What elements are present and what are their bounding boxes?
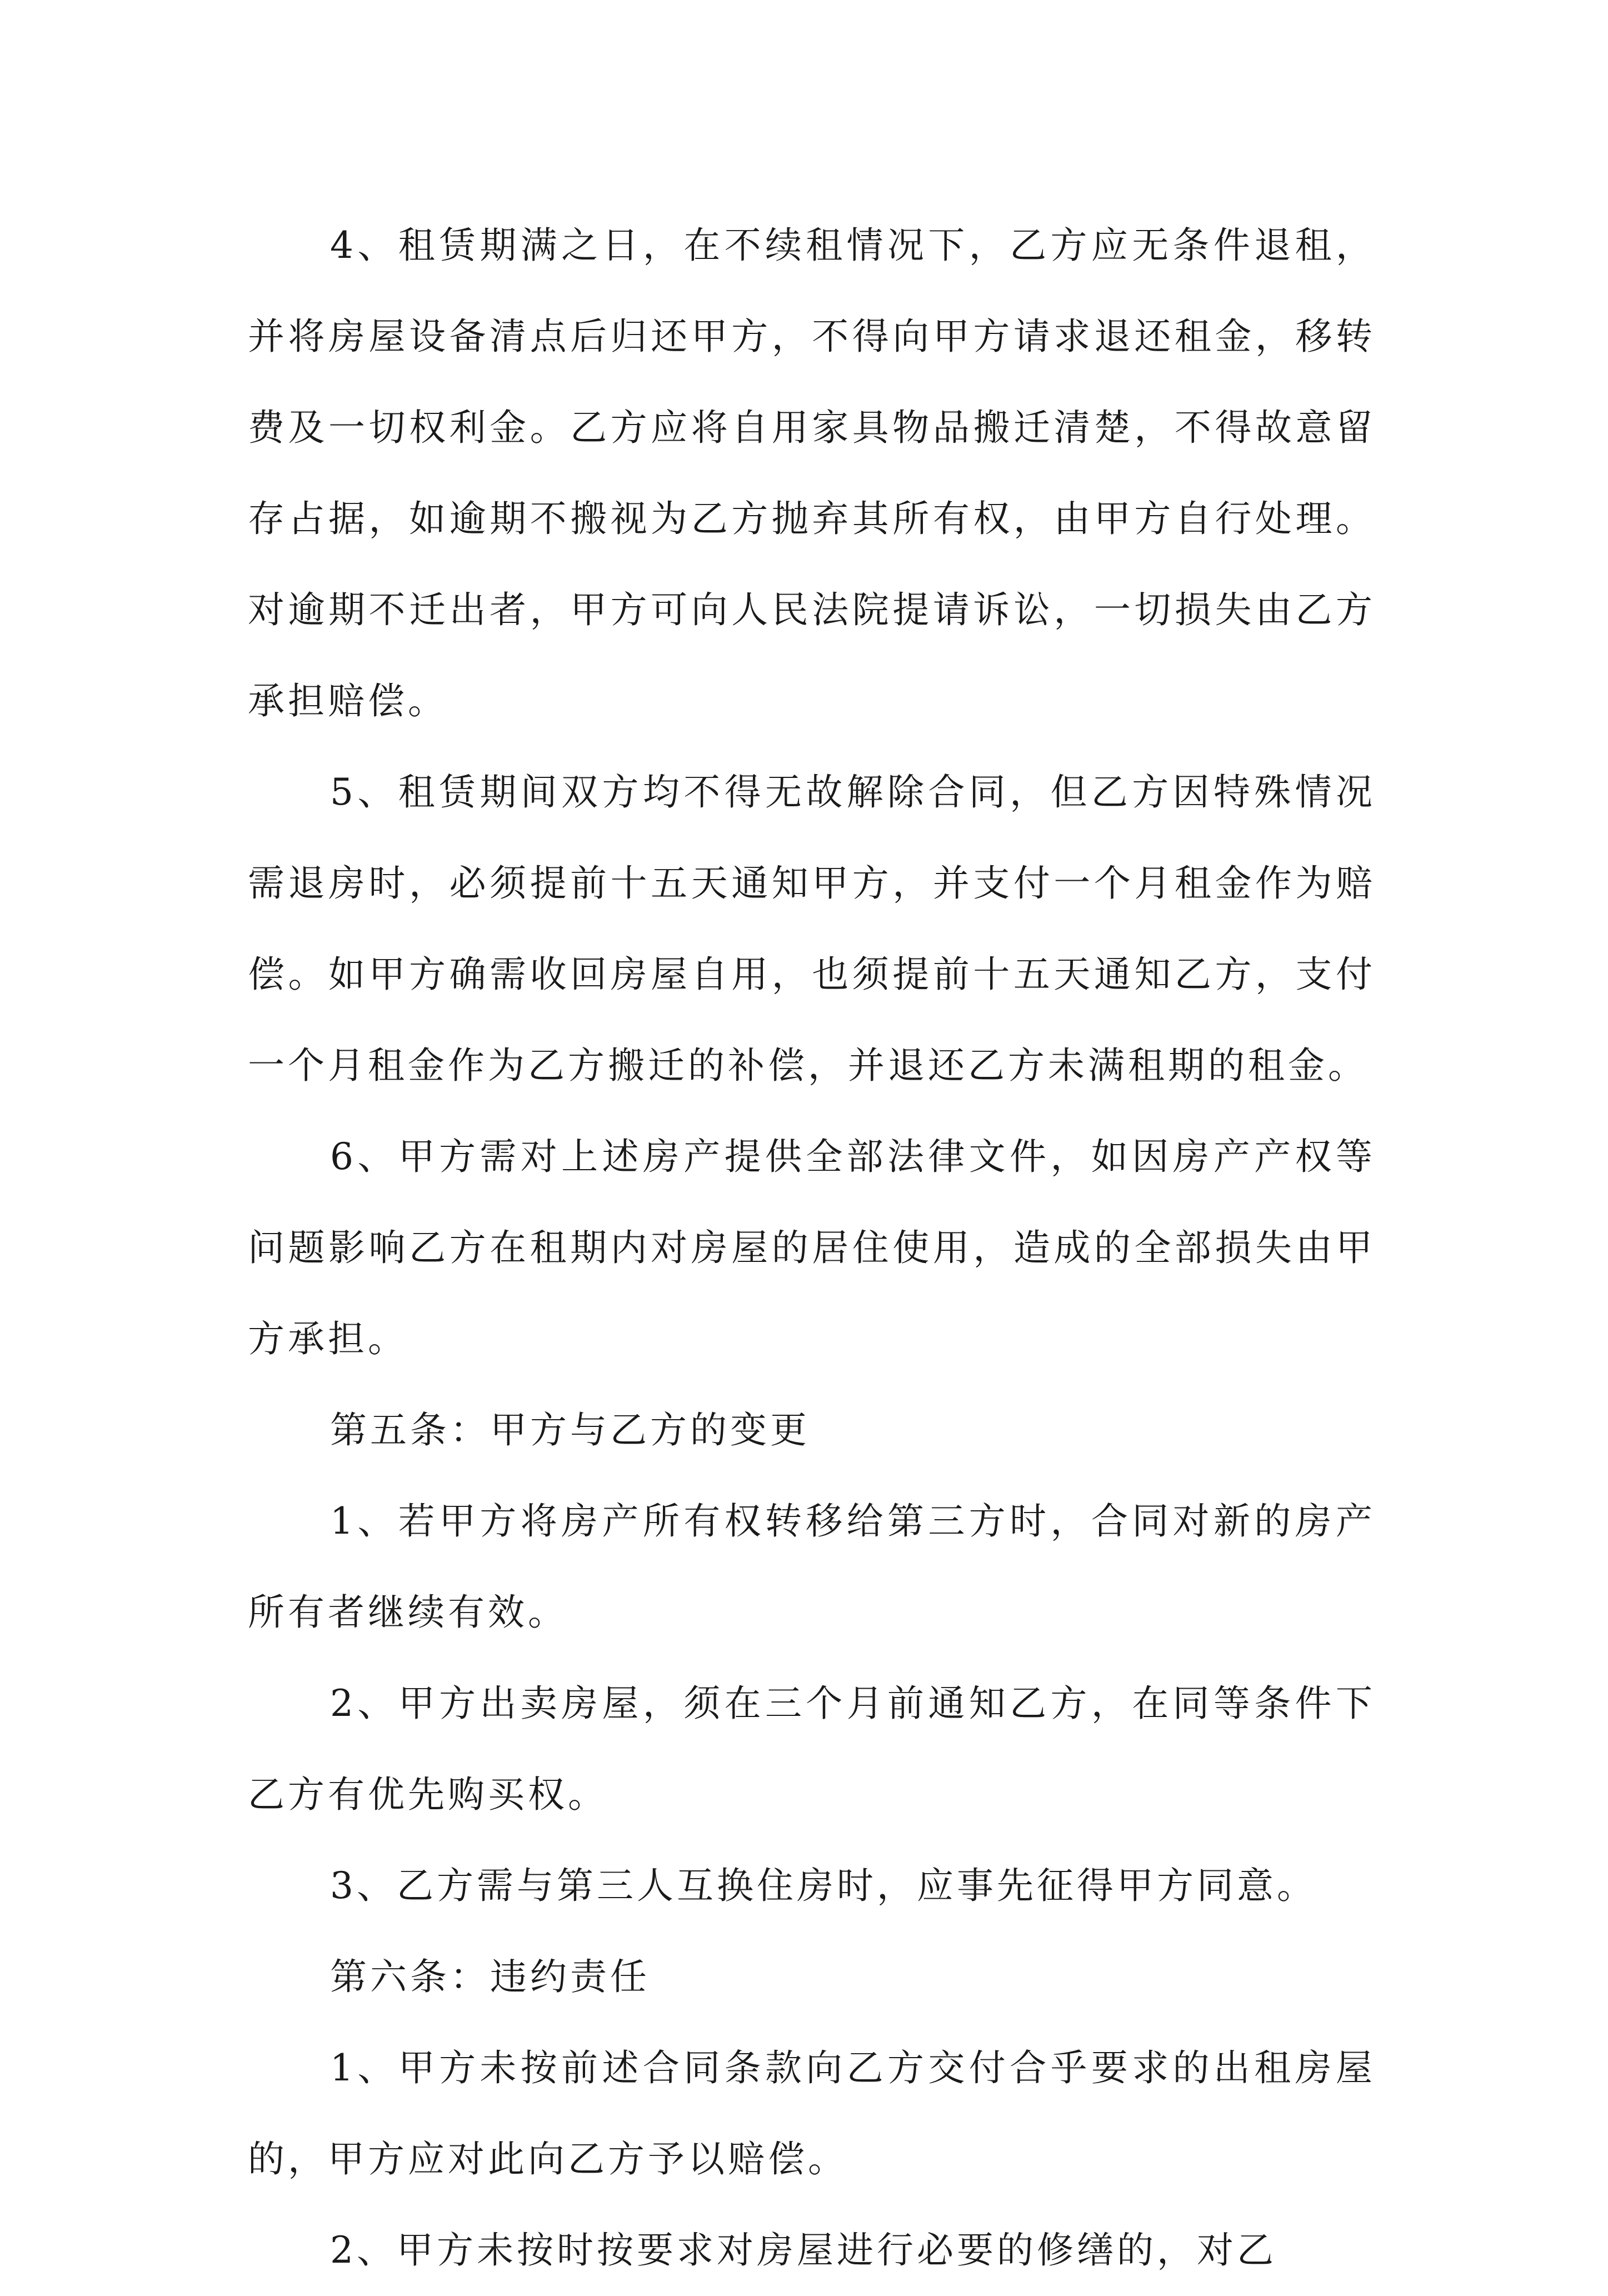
clause-paragraph: 6、甲方需对上述房产提供全部法律文件，如因房产产权等问题影响乙方在租期内对房屋的居住使用，造成的全部损失由甲方承担。 (248, 1135, 1376, 1360)
clause-paragraph: 1、甲方未按前述合同条款向乙方交付合乎要求的出租房屋的，甲方应对此向乙方予以赔偿。 (248, 2047, 1376, 2180)
clause-paragraph: 1、若甲方将房产所有权转移给第三方时，合同对新的房产所有者继续有效。 (248, 1500, 1376, 1634)
document-body (248, 200, 1376, 2296)
clause-paragraph: 5、租赁期间双方均不得无故解除合同，但乙方因特殊情况需退房时，必须提前十五天通知甲方，并支付一个月租金作为赔偿。如甲方确需收回房屋自用，也须提前十五天通知乙方，支付一个月租金作为乙方搬迁的补偿，并退还乙方未满租期的租金。 (248, 771, 1376, 1087)
clause-paragraph: 2、甲方未按时按要求对房屋进行必要的修缮的，对乙 (330, 2229, 1277, 2272)
clause-paragraph: 2、甲方出卖房屋，须在三个月前通知乙方，在同等条件下乙方有优先购买权。 (248, 1682, 1376, 1816)
clause-paragraph: 3、乙方需与第三人互换住房时，应事先征得甲方同意。 (330, 1864, 1317, 1907)
clause-paragraph: 4、租赁期满之日，在不续租情况下，乙方应无条件退租，并将房屋设备清点后归还甲方，不得向甲方请求退还租金，移转费及一切权利金。乙方应将自用家具物品搬迁清楚，不得故意留存占据，如逾期不搬视为乙方抛弃其所有权，由甲方自行处理。对逾期不迁出者，甲方可向人民法院提请诉讼，一切损失由乙方承担赔偿。 (248, 224, 1376, 722)
article-heading: 第五条：甲方与乙方的变更 (330, 1409, 810, 1451)
article-heading: 第六条：违约责任 (330, 1955, 650, 1998)
